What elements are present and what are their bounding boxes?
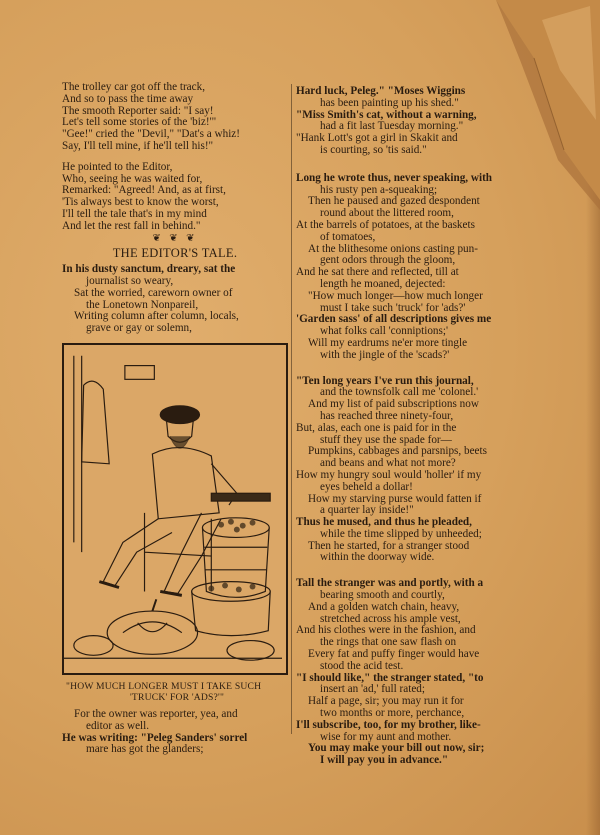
verse-line: You may make your bill out now, sir;	[308, 742, 485, 755]
verse-line: Then he started, for a stranger stood	[308, 539, 470, 552]
verse-line: had a fit last Tuesday morning."	[320, 120, 464, 133]
verse-line: 'Garden sass' of all descriptions gives me	[296, 313, 492, 326]
verse-line: of tomatoes,	[320, 230, 376, 243]
verse-line: And so to pass the time away	[62, 92, 194, 105]
verse-line: And he sat there and reflected, till at	[296, 266, 459, 279]
stanza-owner	[62, 709, 288, 756]
verse-line: And his clothes were in the fashion, and	[296, 624, 476, 637]
verse-line: bearing smooth and courtly,	[320, 589, 445, 602]
verse-line: grave or gay or solemn,	[86, 322, 192, 335]
verse-line: I'll subscribe, too, for my brother, like-	[296, 718, 481, 731]
verse-line: In his dusty sanctum, dreary, sat the	[62, 263, 236, 276]
verse-line: At the barrels of potatoes, at the baskets	[296, 218, 475, 231]
verse-line: For the owner was reporter, yea, and	[74, 707, 238, 720]
stanza-editor-intro	[62, 162, 288, 233]
verse-line: At the blithesome onions casting pun-	[308, 242, 478, 255]
verse-line: Writing column after column, locals,	[74, 310, 239, 323]
right-column	[296, 86, 518, 776]
verse-line: his rusty pen a-squeaking;	[320, 183, 438, 196]
verse-line: Then he paused and gazed despondent	[308, 195, 480, 208]
stanza-trolley	[62, 82, 288, 153]
verse-line: Will my eardrums ne'er more tingle	[308, 336, 468, 349]
verse-line: wise for my aunt and mother.	[320, 730, 452, 743]
verse-line: has reached three ninety-four,	[320, 409, 454, 422]
verse-line: two months or more, perchance,	[320, 707, 465, 720]
verse-line: eyes beheld a dollar!	[320, 480, 413, 493]
verse-line: Hard luck, Peleg." "Moses Wiggins	[296, 85, 466, 97]
verse-line: Half a page, sir; you may run it for	[308, 695, 464, 708]
verse-line: "Miss Smith's cat, without a warning,	[296, 108, 477, 121]
verse-line: Who, seeing he was waited for,	[62, 172, 203, 185]
verse-line: while the time slipped by unheeded;	[320, 527, 482, 540]
verse-line: the rings that one saw flash on	[320, 636, 457, 649]
verse-line: Sat the worried, careworn owner of	[74, 286, 233, 299]
verse-line: stuff they use the spade for—	[320, 433, 452, 446]
verse-line: I will pay you in advance."	[320, 754, 449, 767]
verse-line: with the jingle of the 'scads?'	[320, 348, 450, 361]
editor-illustration	[62, 343, 288, 675]
section-ornament: ❦ ❦ ❦	[152, 232, 198, 244]
section-heading: THE EDITOR'S TALE.	[112, 246, 238, 261]
verse-line: mare has got the glanders;	[86, 743, 204, 756]
verse-line: "Ten long years I've run this journal,	[296, 374, 474, 387]
verse-line: And let the rest fall in behind."	[62, 219, 201, 232]
left-column	[62, 82, 288, 756]
verse-line: The smooth Reporter said: "I say!	[62, 104, 214, 117]
caption-line: 'TRUCK' FOR 'ADS?'"	[130, 691, 225, 703]
verse-line: "Hank Lott's got a girl in Skakit and	[296, 132, 458, 145]
verse-line: Say, I'll tell mine, if he'll tell his!"	[62, 139, 214, 152]
verse-line: round about the littered room,	[320, 207, 454, 220]
verse-line: has been painting up his shed."	[320, 96, 459, 109]
verse-line: Long he wrote thus, never speaking, with	[296, 171, 493, 184]
stanza-stranger	[296, 578, 518, 767]
verse-line: Pumpkins, cabbages and parsnips, beets	[308, 445, 487, 458]
verse-line: Thus he mused, and thus he pleaded,	[296, 516, 472, 529]
caption-line: "HOW MUCH LONGER MUST I TAKE SUCH	[66, 680, 262, 692]
verse-line: The trolley car got off the track,	[62, 81, 205, 93]
verse-line: and beans and what not more?	[320, 457, 456, 470]
verse-line: Every fat and puffy finger would have	[308, 648, 480, 661]
verse-line: "How much longer—how much longer	[308, 289, 483, 302]
verse-line: He was writing: "Peleg Sanders' sorrel	[62, 731, 248, 744]
stanza-long-he-wrote	[296, 173, 518, 362]
verse-line: And my list of paid subscriptions now	[308, 398, 479, 411]
verse-line: within the doorway wide.	[320, 551, 435, 564]
verse-line: stretched across his ample vest,	[320, 612, 461, 625]
verse-line: length he moaned, dejected:	[320, 277, 446, 290]
verse-line: "I should like," the stranger stated, "to	[296, 671, 484, 684]
verse-line: Remarked: "Agreed! And, as at first,	[62, 184, 226, 197]
verse-line: stood the acid test.	[320, 659, 404, 672]
stanza-sanctum	[62, 264, 288, 335]
verse-line: But, alas, each one is paid for in the	[296, 421, 457, 434]
verse-line: "Gee!" cried the "Devil," "Dat's a whiz!	[62, 128, 240, 141]
verse-line: is courting, so 'tis said."	[320, 143, 427, 156]
verse-line: 'Tis always best to know the worst,	[62, 196, 219, 209]
verse-line: what folks call 'conniptions;'	[320, 325, 449, 338]
verse-line: Let's tell some stories of the 'biz!'"	[62, 116, 217, 129]
verse-line: gent odors through the gloom,	[320, 254, 456, 267]
illustration-caption	[62, 681, 288, 703]
verse-line: must I take such 'truck' for 'ads?'	[320, 301, 466, 314]
verse-line: Tall the stranger was and portly, with a	[296, 577, 484, 590]
verse-line: and the townsfolk call me 'colonel.'	[320, 386, 479, 399]
verse-line: the Lonetown Nonpareil,	[86, 298, 199, 311]
verse-line: How my hungry soul would 'holler' if my	[296, 468, 482, 481]
verse-line: insert an 'ad,' full rated;	[320, 683, 425, 696]
verse-line: How my starving purse would fatten if	[308, 492, 482, 505]
verse-line: And a golden watch chain, heavy,	[308, 600, 460, 613]
stanza-hard-luck	[296, 86, 518, 157]
verse-line: He pointed to the Editor,	[62, 160, 173, 173]
editor-at-desk-icon	[64, 345, 282, 669]
verse-line: I'll tell the tale that's in my mind	[62, 207, 207, 220]
verse-line: a quarter lay inside!"	[320, 504, 414, 517]
stanza-ten-long-years	[296, 376, 518, 565]
verse-line: journalist so weary,	[86, 274, 174, 287]
column-divider	[291, 84, 292, 734]
verse-line: editor as well.	[86, 719, 150, 732]
